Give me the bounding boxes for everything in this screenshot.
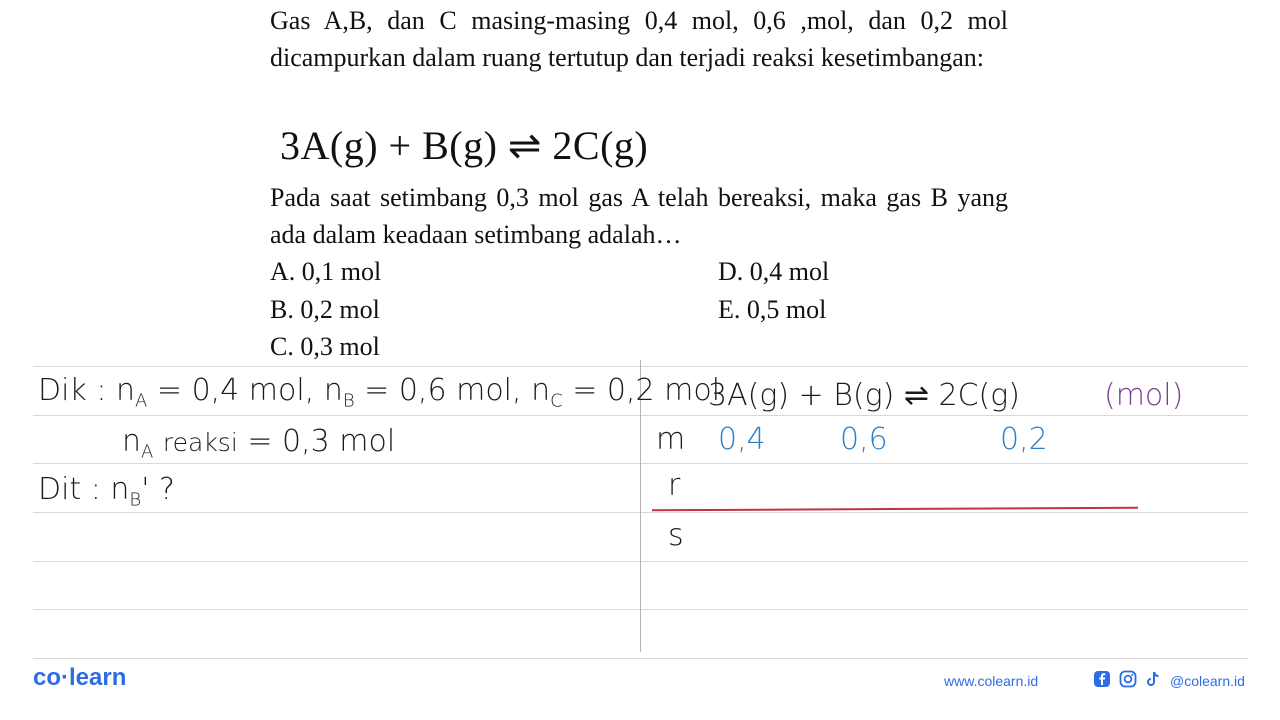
social-handle: @colearn.id	[1170, 673, 1245, 689]
option-d: D. 0,4 mol	[718, 257, 830, 286]
row-label-r: r	[668, 468, 681, 503]
question-prompt: Pada saat setimbang 0,3 mol gas A telah bereaksi, maka gas B yang ada dalam keadaan setimbang adalah…	[270, 183, 1008, 249]
m-value-a: 0,4	[718, 422, 766, 457]
option-b: B. 0,2 mol	[270, 295, 380, 324]
m-value-b: 0,6	[840, 422, 888, 457]
facebook-icon	[1093, 670, 1111, 688]
mrs-equation: 3A(g) + B(g) ⇌ 2C(g)	[708, 378, 1020, 413]
dit-line: Dit : $n_B'$ ?	[38, 472, 175, 511]
n-reaksi-line: $n_A$ reaksi = 0,3 mol	[122, 424, 396, 463]
option-a: A. 0,1 mol	[270, 257, 382, 286]
option-e: E. 0,5 mol	[718, 295, 827, 324]
ruled-line	[33, 658, 1248, 659]
instagram-icon	[1119, 670, 1137, 688]
tiktok-icon	[1144, 670, 1162, 688]
website-url: www.colearn.id	[944, 673, 1039, 689]
row-label-m: m	[656, 422, 686, 457]
option-c: C. 0,3 mol	[270, 332, 380, 361]
red-underline	[652, 507, 1138, 512]
question-intro: Gas A,B, dan C masing-masing 0,4 mol, 0,6 ,mol, dan 0,2 mol dicampurkan dalam ruang tertutup dan terjadi reaksi kesetimbangan:	[270, 6, 1008, 72]
question-equation: 3A(g) + B(g) ⇌ 2C(g)	[280, 123, 649, 168]
unit-label: (mol)	[1104, 378, 1184, 413]
colearn-logo: co·learn	[33, 664, 127, 691]
m-value-c: 0,2	[1000, 422, 1048, 457]
dik-line: Dik : $n_A = 0,4$ mol, $n_B = 0,6$ mol, $n_C = 0,2$ mol	[38, 373, 721, 412]
row-label-s: s	[668, 518, 684, 553]
